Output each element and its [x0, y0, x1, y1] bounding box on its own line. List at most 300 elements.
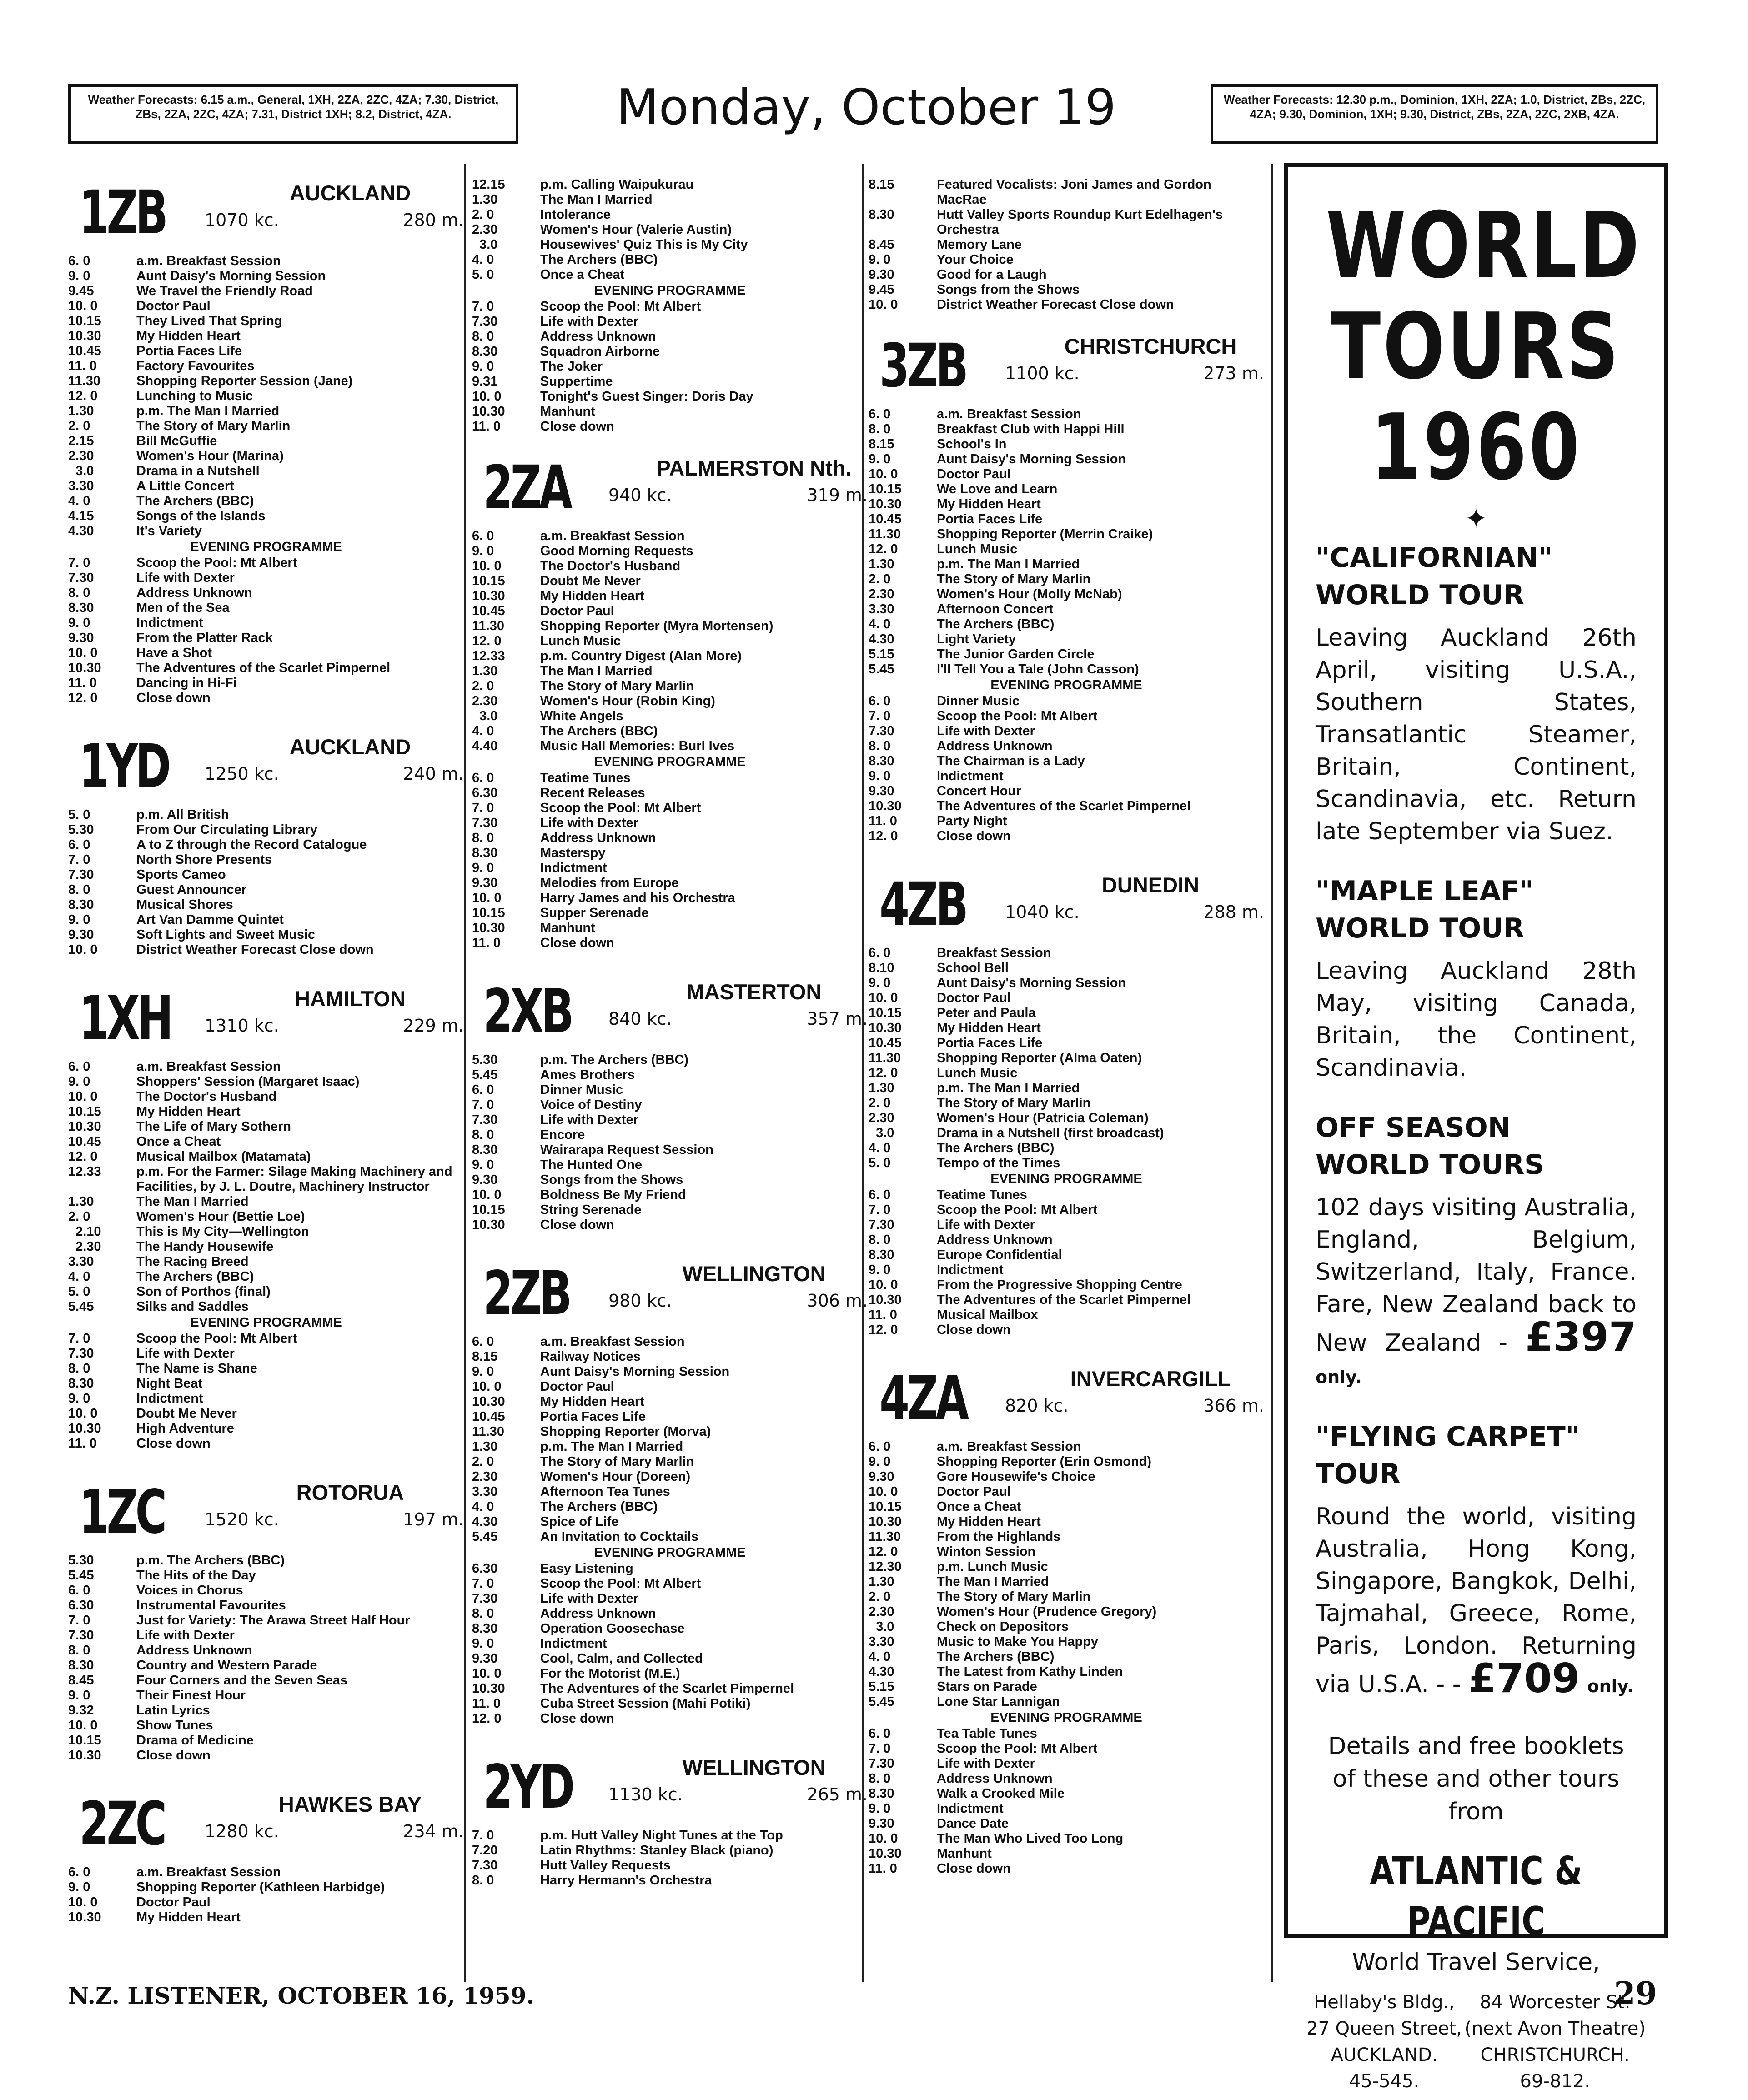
programme-item	[869, 694, 1264, 709]
programme-time: 10.30	[68, 1119, 101, 1134]
programme-time: 4.30	[68, 524, 94, 538]
programme-title: Squadron Airborne	[540, 344, 660, 359]
programme-column-3	[869, 177, 1264, 1902]
programme-item	[68, 284, 464, 299]
programme-item	[472, 267, 868, 282]
programme-item	[472, 1681, 868, 1696]
station-city: WELLINGTON	[682, 1755, 826, 1779]
programme-item	[869, 1188, 1264, 1203]
programme-title: Walk a Crooked Mile	[937, 1786, 1065, 1801]
programme-time: 11.30	[869, 1529, 901, 1544]
programme-time: 4. 0	[68, 1269, 90, 1284]
programme-item	[869, 407, 1264, 422]
programme-title: Afternoon Concert	[937, 602, 1054, 616]
programme-time: 12. 0	[68, 691, 98, 705]
programme-time: 9. 0	[869, 769, 891, 783]
programme-title: Sports Cameo	[136, 867, 226, 882]
programme-item	[68, 1074, 464, 1089]
programme-time: 2. 0	[472, 1454, 494, 1469]
programme-title: Doctor Paul	[540, 1379, 614, 1394]
programme-title: Europe Confidential	[937, 1248, 1062, 1262]
programme-item	[472, 846, 868, 861]
programme-time: 6. 0	[68, 837, 90, 852]
programme-item	[472, 1188, 868, 1203]
programme-time: 10.45	[68, 344, 101, 358]
section-heading: EVENING PROGRAMME	[594, 1545, 746, 1560]
programme-title: Silks and Saddles	[136, 1299, 249, 1314]
programme-title: p.m. The Man I Married	[937, 557, 1080, 571]
programme-time: 12. 0	[869, 829, 898, 843]
programme-title: Afternoon Tea Tunes	[540, 1484, 670, 1499]
programme-time: 7.30	[472, 314, 498, 329]
programme-item	[869, 572, 1264, 587]
programme-time: 8.30	[68, 1376, 94, 1391]
programme-time: 8. 0	[869, 1771, 891, 1786]
programme-title: Scoop the Pool: Mt Albert	[540, 1576, 701, 1591]
programme-time: 6.30	[472, 1561, 498, 1576]
programme-item	[68, 524, 464, 539]
programme-item	[68, 1059, 464, 1074]
programme-item	[472, 374, 868, 389]
programme-time: 1.30	[472, 664, 498, 678]
programme-time: 10. 0	[472, 1188, 502, 1202]
programme-time: 9. 0	[68, 616, 90, 630]
programme-item	[472, 419, 868, 434]
programme-title: For the Motorist (M.E.)	[540, 1666, 680, 1681]
programme-time: 8.30	[869, 207, 894, 222]
programme-time: 7. 0	[869, 1203, 891, 1217]
programme-time: 9. 0	[472, 1364, 494, 1379]
programme-time: 10.45	[869, 1036, 902, 1050]
programme-title: Doctor Paul	[540, 604, 614, 618]
programme-title: I'll Tell You a Tale (John Casson)	[937, 662, 1139, 677]
programme-time: 1.30	[869, 1081, 894, 1095]
programme-item	[869, 1559, 1264, 1574]
programme-title: p.m. For the Farmer: Silage Making Machinery and Facilities, by J. L. Doutre, Machinery Instructor	[136, 1164, 452, 1194]
programme-item	[472, 1409, 868, 1424]
programme-item	[472, 1636, 868, 1651]
programme-time: 8.45	[68, 1673, 94, 1688]
programme-time: 10.30	[68, 1748, 101, 1763]
programme-title: a.m. Breakfast Session	[540, 529, 685, 543]
programme-time: 2.30	[68, 449, 94, 463]
ad-title-line: TOURS	[1331, 294, 1621, 400]
programme-title: Breakfast Session	[937, 946, 1051, 960]
programme-title: Harry James and his Orchestra	[540, 891, 735, 905]
programme-time: 6. 0	[68, 254, 90, 268]
station-frequency: 1100 kc.	[1005, 363, 1080, 383]
programme-title: Dinner Music	[937, 694, 1020, 708]
programme-title: The Archers (BBC)	[937, 1649, 1055, 1664]
programme-title: Scoop the Pool: Mt Albert	[937, 709, 1098, 723]
station-header	[472, 976, 868, 1053]
programme-item	[472, 786, 868, 801]
tour-heading: "MAPLE LEAF" WORLD TOUR	[1316, 875, 1534, 944]
programme-title: a.m. Breakfast Session	[136, 1059, 281, 1074]
programme-item	[68, 449, 464, 464]
programme-item	[472, 359, 868, 374]
programme-title: The Life of Mary Sothern	[136, 1119, 291, 1134]
programme-time: 9.30	[869, 1816, 894, 1831]
tour-price: £709	[1468, 1655, 1580, 1702]
programme-title: Life with Dexter	[937, 724, 1035, 738]
programme-time: 2.30	[472, 222, 498, 237]
programme-title: Instrumental Favourites	[136, 1598, 286, 1613]
programme-item	[869, 799, 1264, 814]
programme-title: Musical Shores	[136, 897, 233, 912]
programme-title: The Man I Married	[540, 664, 653, 678]
programme-title: Portia Faces Life	[136, 344, 242, 358]
programme-time: 9.31	[472, 374, 498, 389]
programme-title: An Invitation to Cocktails	[540, 1529, 699, 1544]
station-listing	[68, 177, 464, 706]
programme-item	[472, 1711, 868, 1726]
programme-title: The Adventures of the Scarlet Pimpernel	[540, 1681, 794, 1696]
programme-title: This is My City—Wellington	[136, 1224, 309, 1239]
programme-item	[869, 1786, 1264, 1801]
programme-item	[869, 1846, 1264, 1861]
programme-time: 10.15	[869, 482, 902, 496]
programme-time: 10. 0	[472, 1379, 502, 1394]
programme-title: District Weather Forecast Close down	[136, 942, 374, 957]
programme-title: My Hidden Heart	[136, 329, 241, 343]
programme-title: My Hidden Heart	[136, 1104, 241, 1119]
programme-item	[472, 1873, 868, 1888]
programme-title: Address Unknown	[136, 586, 252, 600]
programme-time: 8.15	[869, 437, 894, 451]
programme-time: 10.15	[869, 1006, 902, 1020]
programme-item	[68, 1134, 464, 1149]
station-city: HAWKES BAY	[278, 1792, 422, 1816]
programme-item	[472, 936, 868, 951]
programme-time: 11.30	[869, 1051, 901, 1065]
programme-item	[472, 1158, 868, 1173]
programme-title: Drama in a Nutshell (first broadcast)	[937, 1126, 1164, 1140]
programme-title: District Weather Forecast Close down	[937, 297, 1174, 312]
programme-item	[68, 494, 464, 509]
programme-title: p.m. The Man I Married	[937, 1081, 1080, 1095]
programme-item	[869, 1529, 1264, 1544]
programme-title: Once a Cheat	[540, 267, 625, 282]
programme-item	[472, 876, 868, 891]
programme-title: Breakfast Club with Happi Hill	[937, 422, 1125, 436]
programme-time: 2.30	[472, 1469, 498, 1484]
station-header	[68, 1477, 464, 1553]
programme-item	[472, 739, 868, 754]
programme-time: 6.30	[472, 786, 498, 800]
programme-title: From the Highlands	[937, 1529, 1061, 1544]
programme-time: 9.30	[869, 267, 894, 282]
programme-time: 8.30	[869, 1248, 894, 1262]
programme-time: 9.32	[68, 1703, 94, 1718]
programme-time: 10.30	[68, 661, 101, 675]
programme-title: a.m. Breakfast Session	[136, 1865, 281, 1879]
programme-time: 9. 0	[869, 1263, 891, 1277]
station-listing	[869, 869, 1264, 1338]
programme-item	[869, 1771, 1264, 1786]
programme-time: 2. 0	[472, 679, 494, 693]
programme-title: Aunt Daisy's Morning Session	[136, 269, 326, 283]
programme-item	[68, 464, 464, 479]
station-call-sign: 2ZA	[483, 453, 570, 523]
programme-time: 4. 0	[68, 494, 90, 508]
programme-title: Life with Dexter	[540, 314, 638, 329]
programme-item	[68, 1583, 464, 1598]
company-name: ATLANTIC & PACIFIC	[1370, 1849, 1582, 1944]
programme-title: We Travel the Friendly Road	[136, 284, 313, 298]
programme-time: 12.15	[472, 177, 505, 192]
programme-title: The Archers (BBC)	[540, 1499, 658, 1514]
programme-item	[869, 1454, 1264, 1469]
programme-item	[68, 359, 464, 374]
programme-title: The Archers (BBC)	[937, 1141, 1055, 1155]
station-wavelength: 306 m.	[807, 1291, 868, 1311]
programme-item	[472, 1439, 868, 1454]
programme-time: 11. 0	[68, 359, 97, 373]
station-listing	[68, 1789, 464, 1925]
programme-title: North Shore Presents	[136, 852, 272, 867]
programme-time: 4.40	[472, 739, 498, 753]
programme-item	[472, 1218, 868, 1233]
programme-title: Art Van Damme Quintet	[136, 912, 284, 927]
programme-title: Shopping Reporter (Erin Osmond)	[937, 1454, 1152, 1469]
programme-title: Address Unknown	[937, 1233, 1053, 1247]
programme-title: The Man I Married	[136, 1194, 249, 1209]
programme-time: 9. 0	[68, 1074, 90, 1089]
programme-title: Shopping Reporter (Merrin Craike)	[937, 527, 1153, 541]
programme-item	[869, 1634, 1264, 1649]
station-header	[68, 1789, 464, 1865]
programme-item	[68, 927, 464, 942]
programme-item	[869, 1308, 1264, 1323]
section-heading: EVENING PROGRAMME	[190, 540, 342, 554]
programme-item	[869, 1006, 1264, 1021]
programme-title: Manhunt	[937, 1846, 992, 1861]
programme-time: 10. 0	[472, 1666, 502, 1681]
programme-item	[869, 267, 1264, 282]
programme-time: 7. 0	[472, 1828, 494, 1843]
programme-time: 7.30	[68, 571, 94, 585]
programme-title: Just for Variety: The Arawa Street Half Hour	[136, 1613, 410, 1628]
programme-time: 6. 0	[472, 1334, 494, 1349]
programme-item	[68, 661, 464, 676]
section-heading: EVENING PROGRAMME	[594, 283, 746, 298]
tour-description: 102 days visiting Australia, England, Belgium, Switzerland, Italy, France. Fare, New Zealand back to New Zealand - £397 only.	[1316, 1194, 1637, 1387]
programme-item	[68, 374, 464, 389]
programme-item	[472, 1394, 868, 1409]
programme-title: Life with Dexter	[937, 1218, 1035, 1232]
programme-item	[869, 1741, 1264, 1756]
programme-item	[472, 1591, 868, 1606]
programme-title: Songs of the Islands	[136, 509, 266, 523]
programme-title: The Story of Mary Marlin	[540, 679, 694, 693]
programme-title: The Man I Married	[937, 1574, 1049, 1589]
programme-title: Musical Mailbox	[937, 1308, 1038, 1322]
programme-title: Voices in Chorus	[136, 1583, 243, 1598]
programme-item	[472, 389, 868, 404]
programme-time: 12. 0	[869, 542, 898, 556]
programme-time: 11. 0	[472, 419, 501, 434]
programme-item	[869, 961, 1264, 976]
programme-title: Memory Lane	[937, 237, 1022, 252]
programme-time: 9. 0	[869, 976, 891, 990]
programme-title: Women's Hour (Valerie Austin)	[540, 222, 732, 237]
programme-item	[472, 559, 868, 574]
section-heading: EVENING PROGRAMME	[190, 1315, 342, 1330]
station-listing	[68, 983, 464, 1451]
programme-time: 5.45	[68, 1299, 94, 1314]
programme-time: 10.30	[68, 329, 101, 343]
programme-item	[869, 1499, 1264, 1514]
station-header	[472, 1752, 868, 1828]
programme-title: Doctor Paul	[136, 299, 211, 313]
programme-time: 7. 0	[869, 709, 891, 723]
programme-title: Harry Hermann's Orchestra	[540, 1873, 712, 1888]
programme-title: Indictment	[937, 1263, 1004, 1277]
programme-title: Intolerance	[540, 207, 611, 222]
programme-item	[869, 1574, 1264, 1589]
programme-title: Address Unknown	[937, 739, 1053, 753]
programme-title: Operation Goosechase	[540, 1621, 685, 1636]
programme-item	[869, 1861, 1264, 1876]
programme-time: 10.30	[869, 1021, 902, 1035]
tour-description: Round the world, visiting Australia, Hong Kong, Singapore, Bangkok, Delhi, Tajmahal, Greece, Rome, Paris, London. Returning via U.S.A. - - £709 only.	[1316, 1503, 1637, 1702]
programme-title: High Adventure	[136, 1421, 234, 1436]
programme-title: p.m. Country Digest (Alan More)	[540, 649, 742, 663]
programme-time: 8.15	[869, 177, 894, 192]
station-wavelength: 280 m.	[403, 210, 464, 230]
station-city: WELLINGTON	[682, 1262, 826, 1286]
programme-title: We Love and Learn	[937, 482, 1058, 496]
programme-title: p.m. The Man I Married	[540, 1439, 683, 1454]
station-city: PALMERSTON Nth.	[656, 456, 852, 480]
programme-time: 8.30	[472, 1621, 498, 1636]
programme-title: Women's Hour (Patricia Coleman)	[937, 1111, 1149, 1125]
programme-time: 10. 0	[68, 942, 98, 957]
programme-time: 10.30	[869, 1293, 902, 1307]
programme-time: 10. 0	[68, 1406, 98, 1421]
programme-time: 12. 0	[68, 1149, 98, 1164]
programme-item	[68, 1568, 464, 1583]
programme-title: Aunt Daisy's Morning Session	[937, 452, 1126, 466]
programme-title: String Serenade	[540, 1203, 642, 1217]
programme-title: Party Night	[937, 814, 1007, 828]
programme-title: Portia Faces Life	[937, 512, 1043, 526]
programme-item	[472, 1576, 868, 1591]
programme-item	[68, 807, 464, 822]
programme-time: 7. 0	[472, 801, 494, 815]
programme-time: 4.30	[472, 1514, 498, 1529]
programme-time: 7.20	[472, 1843, 498, 1858]
programme-item	[869, 1756, 1264, 1771]
programme-item	[869, 1831, 1264, 1846]
programme-time: 9. 0	[869, 252, 891, 267]
programme-item	[869, 1469, 1264, 1484]
programme-title: The Doctor's Husband	[136, 1089, 277, 1104]
programme-time: 2.30	[68, 1239, 101, 1254]
station-frequency: 1250 kc.	[205, 764, 279, 784]
programme-item	[68, 1239, 464, 1254]
programme-title: Manhunt	[540, 921, 595, 935]
station-city: AUCKLAND	[289, 181, 411, 205]
programme-time: 8. 0	[869, 1233, 891, 1247]
programme-item	[869, 662, 1264, 677]
programme-item	[68, 1269, 464, 1284]
programme-title: The Story of Mary Marlin	[937, 1096, 1091, 1110]
programme-time: 10. 0	[68, 1718, 98, 1733]
station-city: ROTORUA	[296, 1480, 404, 1504]
programme-item	[68, 254, 464, 269]
programme-time: 1.30	[472, 192, 498, 207]
programme-time: 9. 0	[68, 269, 90, 283]
programme-title: My Hidden Heart	[937, 1021, 1041, 1035]
programme-title: It's Variety	[136, 524, 202, 538]
programme-time: 10.45	[472, 604, 505, 618]
programme-item	[68, 1209, 464, 1224]
programme-item	[68, 571, 464, 586]
programme-time: 8.10	[869, 961, 894, 975]
programme-column-2	[472, 177, 868, 1914]
programme-item	[472, 1606, 868, 1621]
programme-time: 9.30	[869, 784, 894, 798]
programme-title: The Story of Mary Marlin	[136, 419, 291, 433]
programme-item	[68, 1224, 464, 1239]
programme-time: 9. 0	[869, 1801, 891, 1816]
station-call-sign: 2ZC	[79, 1789, 165, 1859]
programme-title: Good for a Laugh	[937, 267, 1047, 282]
programme-item	[68, 1194, 464, 1209]
programme-title: Show Tunes	[136, 1718, 213, 1733]
programme-time: 7.30	[472, 1113, 498, 1127]
programme-time: 1.30	[472, 1439, 498, 1454]
programme-title: Indictment	[937, 769, 1004, 783]
programme-time: 2.30	[472, 694, 498, 708]
tour-description: Leaving Auckland 28th May, visiting Canada, Britain, the Continent, Scandinavia.	[1316, 957, 1637, 1082]
programme-item	[869, 1111, 1264, 1126]
programme-time: 5.45	[869, 662, 894, 677]
programme-time: 9. 0	[869, 1454, 891, 1469]
programme-time: 5.45	[472, 1529, 498, 1544]
station-call-sign: 2ZB	[483, 1258, 570, 1328]
programme-item	[869, 1293, 1264, 1308]
programme-item	[472, 222, 868, 237]
programme-item	[68, 1149, 464, 1164]
programme-title: Doctor Paul	[937, 1484, 1011, 1499]
programme-item	[869, 1514, 1264, 1529]
programme-item	[869, 1801, 1264, 1816]
programme-time: 8. 0	[68, 1643, 90, 1658]
programme-time: 11. 0	[472, 936, 501, 950]
programme-item	[869, 252, 1264, 267]
programme-title: Tonight's Guest Singer: Doris Day	[540, 389, 753, 404]
programme-title: Hutt Valley Sports Roundup Kurt Edelhagen's Orchestra	[937, 207, 1223, 237]
programme-item	[869, 1649, 1264, 1664]
programme-time: 10. 0	[68, 299, 98, 313]
programme-item	[869, 647, 1264, 662]
programme-title: Close down	[540, 1711, 614, 1726]
programme-title: Men of the Sea	[136, 601, 230, 615]
programme-title: The Archers (BBC)	[540, 252, 658, 267]
programme-time: 9. 0	[472, 359, 494, 374]
station-frequency: 840 kc.	[608, 1009, 672, 1029]
programme-title: Gore Housewife's Choice	[937, 1469, 1095, 1484]
programme-item	[68, 1598, 464, 1613]
programme-title: Teatime Tunes	[540, 771, 631, 785]
programme-title: p.m. All British	[136, 807, 229, 822]
programme-item	[472, 329, 868, 344]
programme-item	[869, 1156, 1264, 1171]
programme-time: 10. 0	[869, 991, 898, 1005]
